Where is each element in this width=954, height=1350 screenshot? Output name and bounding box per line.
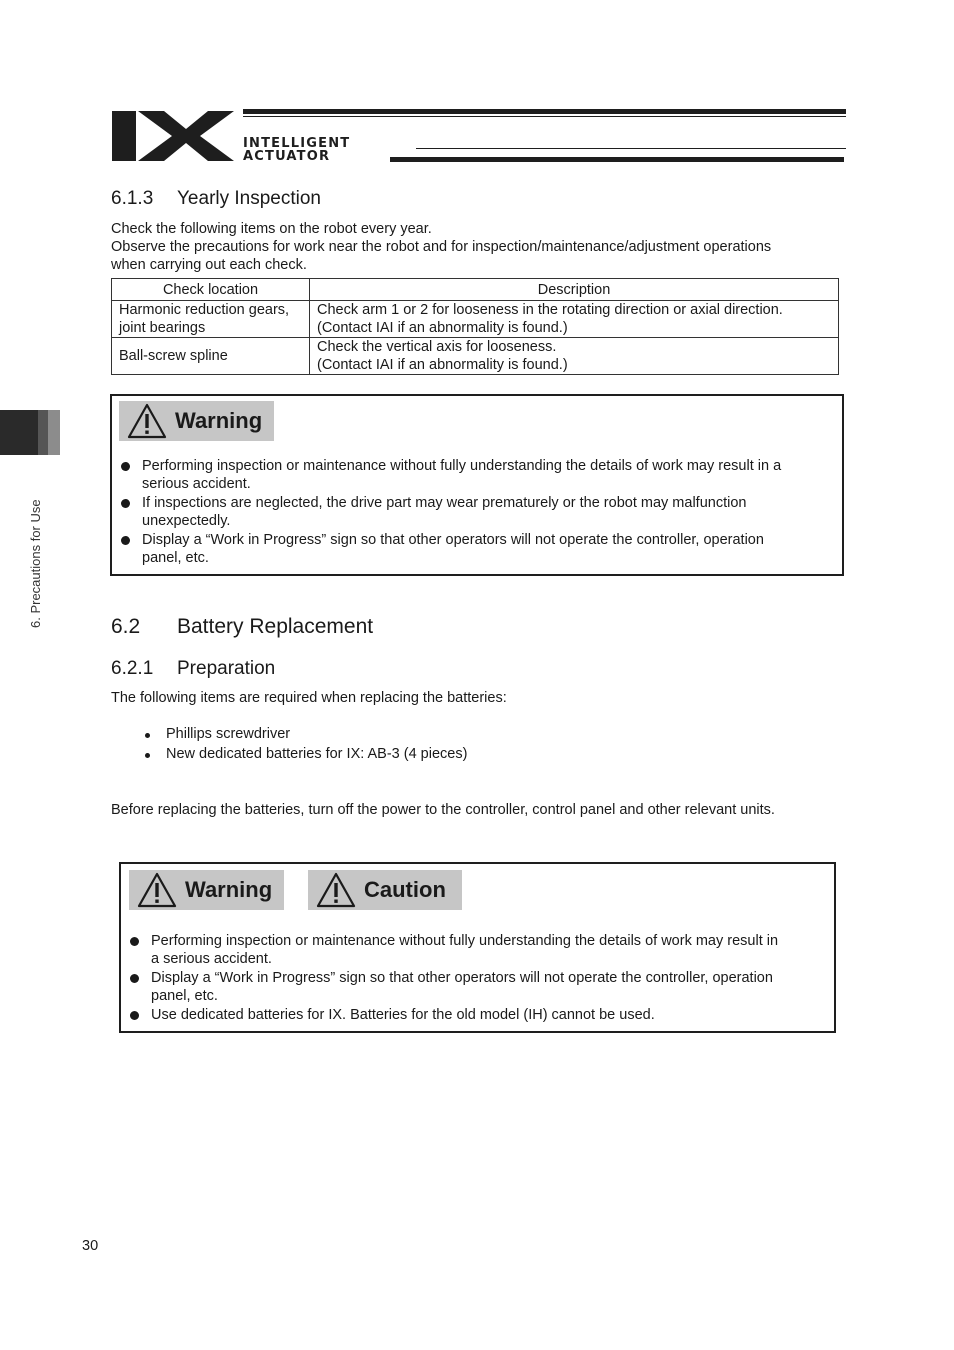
warning-badge-label: Warning xyxy=(175,408,263,433)
brand-line-2: ACTUATOR xyxy=(243,149,331,164)
item-line: Performing inspection or maintenance without fully understanding the details of work may result in xyxy=(151,933,779,949)
warning-badge-label: Warning xyxy=(185,877,273,902)
list-item xyxy=(112,531,837,567)
logo-letter-i xyxy=(112,111,136,161)
section-621-intro: The following items are required when replacing the batteries: xyxy=(111,690,507,706)
item-line: unexpectedly. xyxy=(142,513,231,529)
table-header-cell: Check location xyxy=(112,279,310,301)
power-off-note: Before replacing the batteries, turn off the power to the controller, control panel and other relevant units. xyxy=(111,802,775,818)
table-cell-location xyxy=(112,338,310,375)
warning-box xyxy=(110,394,844,576)
item-line: serious accident. xyxy=(142,476,251,492)
item-line: panel, etc. xyxy=(142,550,209,566)
section-number: 6.2 xyxy=(111,615,141,638)
table-row xyxy=(112,301,839,338)
brand-line-1: INTELLIGENT xyxy=(243,136,351,151)
section-613-heading xyxy=(111,188,321,210)
cell-line: Check arm 1 or 2 for looseness in the rotating direction or axial direction. xyxy=(317,302,783,318)
side-tab-block-light xyxy=(48,410,60,455)
section-title: Preparation xyxy=(177,658,276,679)
header-rule-top xyxy=(243,109,846,114)
cell-line: (Contact IAI if an abnormality is found.) xyxy=(317,320,568,336)
header-rule-mid xyxy=(416,148,846,149)
required-items-list xyxy=(111,724,711,764)
table-header-row xyxy=(112,279,839,301)
section-number: 6.1.3 xyxy=(111,188,154,209)
section-613-intro xyxy=(111,220,851,274)
side-tab-label: 6. Precautions for Use xyxy=(28,499,43,628)
section-number: 6.2.1 xyxy=(111,658,154,679)
cell-line: Check the vertical axis for looseness. xyxy=(317,339,557,355)
cell-line: Harmonic reduction gears, xyxy=(119,302,290,318)
warning-triangle-icon xyxy=(127,403,167,439)
table-row xyxy=(112,338,839,375)
alert-list xyxy=(121,932,829,1025)
warning-caution-box xyxy=(119,862,836,1033)
section-title: Yearly Inspection xyxy=(177,188,322,209)
intro-line: when carrying out each check. xyxy=(111,257,307,273)
cell-line: Ball-screw spline xyxy=(119,348,228,364)
item-line: Display a “Work in Progress” sign so that other operators will not operate the controller, operation xyxy=(151,970,773,986)
list-item xyxy=(121,932,829,968)
caution-triangle-icon xyxy=(316,872,356,908)
header-rule-top-thin xyxy=(243,116,846,117)
list-item: Phillips screwdriver xyxy=(111,724,711,744)
caution-badge-label: Caution xyxy=(364,877,446,902)
warning-badge xyxy=(129,870,284,910)
table-cell-description xyxy=(310,301,839,338)
table-header-cell: Description xyxy=(310,279,839,301)
cell-line: (Contact IAI if an abnormality is found.) xyxy=(317,357,568,373)
header-rule-bottom xyxy=(390,157,844,162)
table-cell-description xyxy=(310,338,839,375)
section-62-heading xyxy=(111,615,373,639)
list-item xyxy=(121,969,829,1005)
item-line: a serious accident. xyxy=(151,951,272,967)
warning-triangle-icon xyxy=(137,872,177,908)
side-tab-block xyxy=(0,410,38,455)
intro-line: Observe the precautions for work near the robot and for inspection/maintenance/adjustment operations xyxy=(111,239,772,255)
list-item xyxy=(112,494,837,530)
table-cell-location xyxy=(112,301,310,338)
item-line: Performing inspection or maintenance without fully understanding the details of work may result in a xyxy=(142,458,782,474)
item-line: If inspections are neglected, the drive part may wear prematurely or the robot may malfunction xyxy=(142,495,747,511)
item-line: Display a “Work in Progress” sign so that other operators will not operate the controller, operation xyxy=(142,532,764,548)
warning-list xyxy=(112,457,837,568)
side-tab-block-mid xyxy=(38,410,48,455)
section-621-heading xyxy=(111,658,275,680)
list-item xyxy=(121,1006,829,1024)
inspection-table xyxy=(111,278,839,375)
page-number: 30 xyxy=(82,1238,99,1254)
cell-line: joint bearings xyxy=(119,320,206,336)
list-item: New dedicated batteries for IX: AB-3 (4 pieces) xyxy=(111,744,711,764)
item-line: panel, etc. xyxy=(151,988,218,1004)
item-line: Use dedicated batteries for IX. Batteries for the old model (IH) cannot be used. xyxy=(151,1007,655,1023)
intro-line: Check the following items on the robot every year. xyxy=(111,221,432,237)
caution-badge xyxy=(308,870,462,910)
section-title: Battery Replacement xyxy=(177,615,374,638)
logo-letter-x xyxy=(138,111,234,161)
warning-badge xyxy=(119,401,274,441)
list-item xyxy=(112,457,837,493)
